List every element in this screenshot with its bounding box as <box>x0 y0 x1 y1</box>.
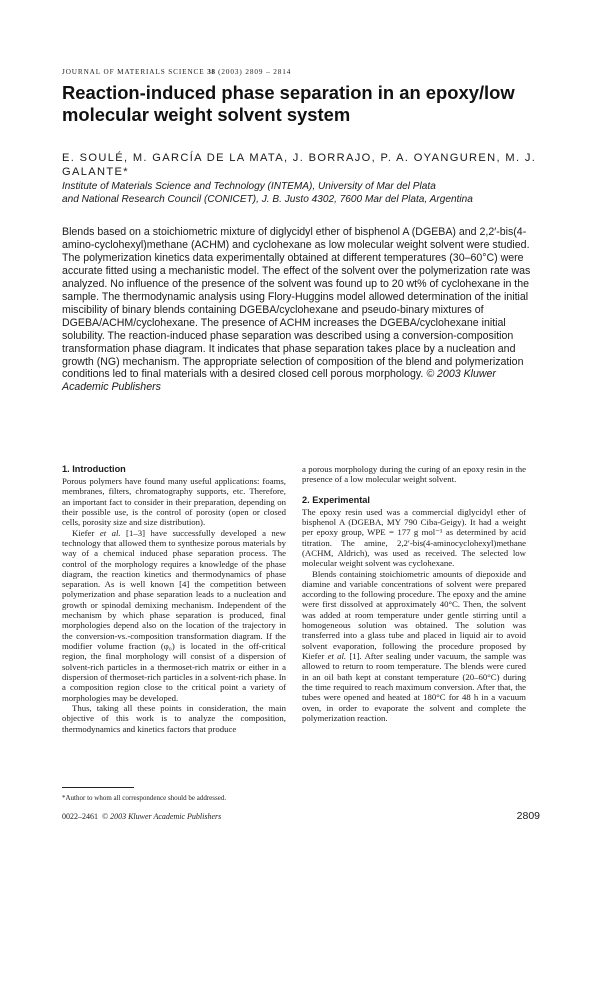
intro-p2-etal: et al. <box>99 527 121 538</box>
affiliation <box>62 180 542 206</box>
journal-pages: (2003) 2809 – 2814 <box>218 68 292 76</box>
abstract-copyright: © 2003 Kluwer Academic Publishers <box>62 368 496 394</box>
issn-line <box>62 812 362 822</box>
column-left <box>62 464 286 734</box>
journal-volume: 38 <box>207 68 216 76</box>
footnote-rule <box>62 787 134 788</box>
intro-paragraph-2 <box>62 528 286 703</box>
section-gap <box>302 485 526 495</box>
affiliation-line-1: Institute of Materials Science and Technology (INTEMA), University of Mar del Plata <box>62 181 436 192</box>
author-list: E. SOULÉ, M. GARCÍA DE LA MATA, J. BORRAJO, P. A. OYANGUREN, M. J. GALANTE* <box>62 152 537 178</box>
intro-p2-start: Kiefer <box>72 527 100 538</box>
running-head <box>62 68 542 76</box>
affiliation-line-2: and National Research Council (CONICET), J. B. Justo 4302, 7600 Mar del Plata, Argentina <box>62 194 473 205</box>
footnote: *Author to whom all correspondence should be addressed. <box>62 794 227 802</box>
section-heading-experimental: 2. Experimental <box>302 494 370 505</box>
experimental-paragraph-2 <box>302 569 526 724</box>
issn-number: 0022–2461 <box>62 812 98 821</box>
paper-title: Reaction-induced phase separation in an epoxy/low molecular weight solvent system <box>62 82 515 125</box>
publisher-copyright: © 2003 Kluwer Academic Publishers <box>102 812 222 821</box>
intro-paragraph-3-start: Thus, taking all these points in consideration, the main objective of this work is to analyze the composition, thermodynamics and kinetics factors that produce <box>62 702 286 734</box>
journal-name: JOURNAL OF MATERIALS SCIENCE <box>62 68 205 76</box>
column-right <box>302 464 526 723</box>
exp-p2-rest: [1]. After sealing under vacuum, the sample was allowed to return to room temperature. The blends were cured in an oil bath kept at constant temperature (20–60°C) during the time required to reach maximum conversion. After that, the tubes were opened and heated at 180°C for 48 h in a vacuum oven, in order to evaporate the solvent and complete the polymerization reaction. <box>302 651 526 723</box>
exp-p2-etal: et al. <box>327 651 347 661</box>
experimental-paragraph-1: The epoxy resin used was a commercial diglycidyl ether of bisphenol A (DGEBA, MY 790 Ciba-Geigy). It had a weight per epoxy group, WPE = 177 g mol⁻¹ as determined by acid titration. The amine, 2,2′-bis(4-aminocyclohexyl)methane (ACHM, Aldrich), was used as received. The selected low molecular weight solvent was cyclohexane. <box>302 506 526 569</box>
exp-p2-start: Blends containing stoichiometric amounts of diepoxide and diamine and variable concentrations of solvent were prepared according to the following procedure. The epoxy and the amine were first dissolved at approximately 40°C. Then, the solvent was added at room temperature under gentle stirring until a homogeneous solution was obtained. The solution was transferred into a glass tube and placed in liquid air to avoid solvent evaporation, following the procedure proposed by Kiefer <box>302 568 526 661</box>
abstract <box>62 226 538 394</box>
intro-p2-rest: [1–3] have successfully developed a new technology that allowed them to synthesize porous materials by way of a chemical induced phase separation process. The control of the morphology requires a knowledge of the phase diagram, the reaction kinetics and thermodynamics of phase separation. As is well known [4] the competition between polymerization and phase separation leads to a nucleation and growth or spinodal demixing mechanism. Independent of the mechanism by which phase separation is produced, final morphologies depend also on the location of the trajectory in the conversion-vs.-composition transformation diagram. If the modifier volume fraction (φ₀) is located in the off-critical region, the final morphology will consist of a dispersion of solvent-rich particles in a thermoset-rich matrix or either in a dispersion of thermoset-rich particles in a solvent-rich phase. In a composition region close to the critical point a variety of morphologies may be developed. <box>62 527 287 703</box>
page-number: 2809 <box>516 810 540 822</box>
intro-paragraph-3-end: a porous morphology during the curing of an epoxy resin in the presence of a low molecular weight solvent. <box>302 464 526 485</box>
abstract-body: Blends based on a stoichiometric mixture of diglycidyl ether of bisphenol A (DGEBA) and 2,2′-bis(4-amino-cyclohexyl)methane (ACHM) and cyclohexane as low molecular weight solvent were studied. The polymerization kinetics data experimentally obtained at different temperatures (30–60°C) were accurate fitted using a mechanistic model. The effect of the solvent over the polymerization rate was analyzed. No influence of the presence of the solvent was found up to 20 wt% of cyclohexane in the sample. The thermodynamic analysis using Flory-Huggins model allowed determination of the initial miscibility of binary blends containing DGEBA/cyclohexane and pseudo-binary mixtures of DGEBA/ACHM/cyclohexane. The presence of ACHM increases the DGEBA/cyclohexane initial solubility. The reaction-induced phase separation was described using a conversion-composition transformation phase diagram. It indicates that phase separation takes place by a nucleation and growth (NG) mechanism. The appropriate selection of composition of the blend and polymerization conditions led to final materials with a desired closed cell porous morphology. <box>62 226 531 381</box>
intro-paragraph-1: Porous polymers have found many useful applications: foams, membranes, filters, chromatography supports, etc. Therefore, an important fact to consider in their preparation, depending on their possible use, is the control of porosity (open or closed cells, porosity size and size distribution). <box>62 476 286 528</box>
section-heading-introduction: 1. Introduction <box>62 464 126 474</box>
